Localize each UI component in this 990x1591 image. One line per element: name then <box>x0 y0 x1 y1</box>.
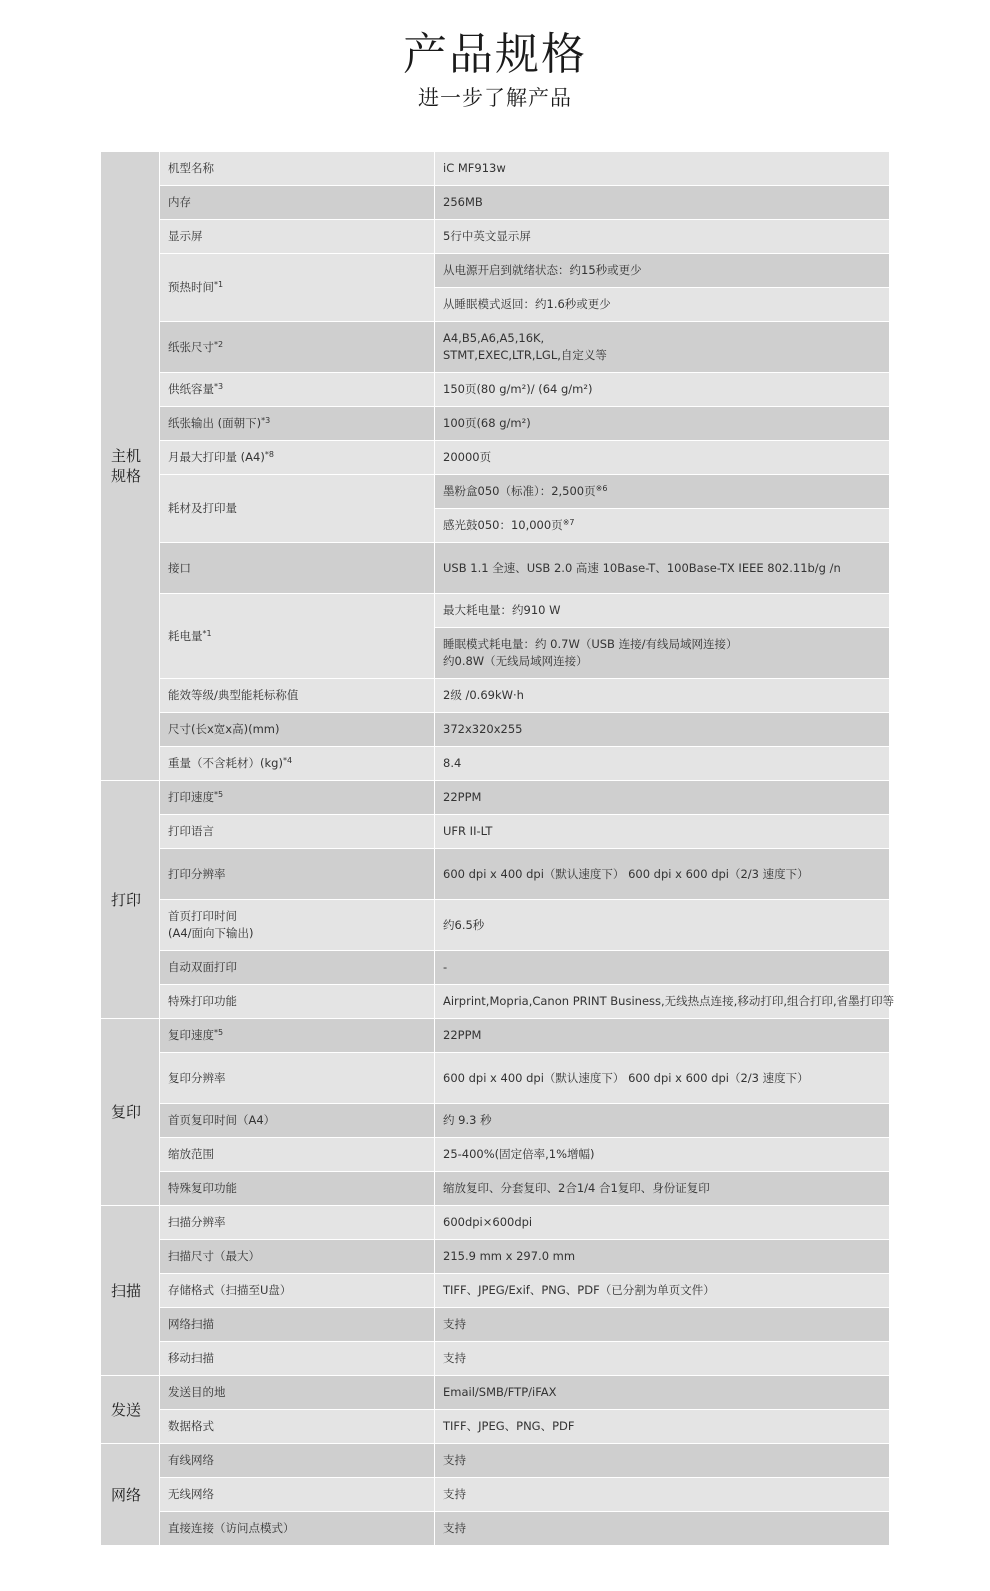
spec-label-text: 特殊复印功能 <box>168 1181 237 1195</box>
spec-label <box>160 713 435 747</box>
spec-value <box>435 1240 890 1274</box>
spec-value <box>435 288 890 322</box>
spec-value-text: 215.9 mm x 297.0 mm <box>443 1249 576 1263</box>
spec-value <box>435 373 890 407</box>
page-subtitle: 进一步了解产品 <box>418 86 572 110</box>
spec-row <box>101 1138 890 1172</box>
spec-row <box>101 1478 890 1512</box>
spec-value-text: 8.4 <box>443 756 462 770</box>
spec-label-text: 预热时间 <box>168 280 214 294</box>
spec-value-text: Email/SMB/FTP/iFAX <box>443 1385 557 1399</box>
spec-value <box>435 1512 890 1546</box>
spec-label <box>160 1512 435 1546</box>
spec-label <box>160 781 435 815</box>
section-4-title-text: 扫描 <box>111 1281 142 1300</box>
spec-value <box>435 1138 890 1172</box>
footnote-mark: *5 <box>214 790 224 799</box>
spec-value <box>435 1410 890 1444</box>
spec-value <box>435 509 890 543</box>
spec-value <box>435 1053 890 1104</box>
spec-value-text: 感光鼓050：10,000页 <box>443 518 563 532</box>
spec-label-text: 有线网络 <box>168 1453 214 1467</box>
spec-label <box>160 1274 435 1308</box>
footnote-mark: ※6 <box>595 484 608 493</box>
spec-label-text: 机型名称 <box>168 161 214 175</box>
spec-label-text: 尺寸(长x宽x高)(mm) <box>168 722 280 736</box>
spec-table <box>100 151 895 1546</box>
footnote-mark: *3 <box>261 416 271 425</box>
spec-value-text: TIFF、JPEG/Exif、PNG、PDF（已分割为单页文件） <box>443 1283 715 1297</box>
footnote-mark: *8 <box>264 450 274 459</box>
section-2-title-text: 打印 <box>111 890 142 909</box>
section-2-title <box>101 781 160 1019</box>
spec-row <box>101 1512 890 1546</box>
spec-label <box>160 1138 435 1172</box>
spec-value <box>435 849 890 900</box>
spec-label <box>160 679 435 713</box>
spec-label-text: 发送目的地 <box>168 1385 226 1399</box>
spec-label <box>160 220 435 254</box>
spec-row <box>101 1376 890 1410</box>
spec-value <box>435 781 890 815</box>
footnote-mark: *5 <box>214 1028 224 1037</box>
spec-label-text: 扫描尺寸（最大） <box>168 1249 260 1263</box>
spec-label-text: 接口 <box>168 560 191 575</box>
spec-value <box>435 900 890 951</box>
spec-row <box>101 679 890 713</box>
spec-value <box>435 441 890 475</box>
spec-label <box>160 1172 435 1206</box>
spec-label <box>160 1104 435 1138</box>
spec-value-text: 22PPM <box>443 1028 482 1042</box>
spec-value <box>435 1444 890 1478</box>
spec-value <box>435 475 890 509</box>
spec-value-text: 最大耗电量：约910 W <box>443 603 561 617</box>
spec-value-text: 约 9.3 秒 <box>443 1113 492 1127</box>
spec-label-text: 存储格式（扫描至U盘） <box>168 1283 292 1297</box>
spec-row <box>101 1206 890 1240</box>
spec-value-text: UFR II-LT <box>443 824 493 838</box>
spec-value <box>435 543 890 594</box>
spec-label <box>160 1410 435 1444</box>
footnote-mark: *1 <box>202 628 212 638</box>
spec-row <box>101 543 890 594</box>
spec-value-text: 支持 <box>443 1487 466 1501</box>
spec-row <box>101 441 890 475</box>
spec-label <box>160 815 435 849</box>
spec-label <box>160 322 435 373</box>
spec-label-text: 打印语言 <box>168 824 214 838</box>
spec-value <box>435 1478 890 1512</box>
spec-value-text: A4,B5,A6,A5,16K, STMT,EXEC,LTR,LGL,自定义等 <box>443 331 607 362</box>
spec-row <box>101 594 890 628</box>
footnote-mark: *4 <box>282 756 293 765</box>
spec-value-text: 支持 <box>443 1351 466 1365</box>
footnote-mark: *1 <box>214 280 224 289</box>
spec-label-text: 数据格式 <box>168 1419 214 1433</box>
spec-row <box>101 220 890 254</box>
spec-label <box>160 1240 435 1274</box>
spec-row <box>101 1444 890 1478</box>
spec-value <box>435 713 890 747</box>
spec-row <box>101 713 890 747</box>
spec-label <box>160 1206 435 1240</box>
spec-value-text: 20000页 <box>443 450 492 464</box>
spec-row <box>101 747 890 781</box>
spec-value-text: TIFF、JPEG、PNG、PDF <box>443 1419 575 1433</box>
spec-value-text: 墨粉盒050（标准）：2,500页 <box>443 484 596 498</box>
spec-row <box>101 1172 890 1206</box>
spec-row <box>101 475 890 509</box>
spec-value <box>435 1342 890 1376</box>
spec-label <box>160 1308 435 1342</box>
spec-label <box>160 373 435 407</box>
spec-value <box>435 1206 890 1240</box>
spec-label <box>160 254 435 322</box>
section-1-title-text: 主机规格 <box>111 447 142 485</box>
section-1-title <box>101 152 160 781</box>
spec-value <box>435 220 890 254</box>
spec-label-text: 直接连接（访问点模式） <box>168 1521 295 1535</box>
spec-value-text: 600 dpi x 400 dpi（默认速度下） 600 dpi x 600 dpi（2/3 速度下） <box>443 866 809 881</box>
spec-label <box>160 1342 435 1376</box>
spec-row <box>101 985 890 1019</box>
spec-value-text: 2级 /0.69kW·h <box>443 688 524 702</box>
spec-label <box>160 900 435 951</box>
spec-value-text: 从电源开启到就绪状态：约15秒或更少 <box>443 263 642 277</box>
spec-label <box>160 747 435 781</box>
spec-label <box>160 543 435 594</box>
spec-value <box>435 628 890 679</box>
spec-label-text: 网络扫描 <box>168 1317 214 1331</box>
footnote-mark: *3 <box>214 382 224 391</box>
spec-label-text: 自动双面打印 <box>168 960 237 974</box>
section-6-title <box>101 1444 160 1546</box>
spec-value-text: 约6.5秒 <box>443 917 485 932</box>
spec-value <box>435 254 890 288</box>
spec-label-text: 扫描分辨率 <box>168 1215 226 1229</box>
spec-value-text: 支持 <box>443 1453 466 1467</box>
spec-value <box>435 1308 890 1342</box>
spec-value <box>435 815 890 849</box>
spec-label <box>160 849 435 900</box>
spec-row <box>101 951 890 985</box>
spec-row <box>101 1308 890 1342</box>
spec-row <box>101 1104 890 1138</box>
spec-label-text: 打印分辨率 <box>168 866 226 881</box>
spec-label <box>160 186 435 220</box>
spec-row <box>101 1342 890 1376</box>
spec-value <box>435 594 890 628</box>
spec-label <box>160 407 435 441</box>
spec-label <box>160 1478 435 1512</box>
spec-value-text: 5行中英文显示屏 <box>443 229 531 243</box>
spec-row <box>101 1410 890 1444</box>
spec-value-text: 600dpi×600dpi <box>443 1215 533 1229</box>
spec-value-text: 150页(80 g/m²)/ (64 g/m²) <box>443 382 593 396</box>
spec-value-text: 从睡眠模式返回：约1.6秒或更少 <box>443 297 611 311</box>
spec-row <box>101 152 890 186</box>
spec-label <box>160 985 435 1019</box>
spec-label-text: 打印速度 <box>168 790 214 804</box>
section-3-title-text: 复印 <box>111 1103 142 1121</box>
spec-value <box>435 1172 890 1206</box>
spec-label-text: 纸张尺寸 <box>168 339 214 354</box>
spec-label-text: 移动扫描 <box>168 1351 214 1365</box>
spec-row <box>101 322 890 373</box>
footnote-mark: ※7 <box>562 518 575 527</box>
page-title: 产品规格 <box>403 29 587 80</box>
spec-label <box>160 1019 435 1053</box>
spec-label <box>160 594 435 679</box>
spec-value <box>435 1376 890 1410</box>
spec-value-text: 睡眠模式耗电量：约 0.7W（USB 连接/有线局域网连接） 约0.8W（无线局域网连接） <box>443 637 738 668</box>
spec-row <box>101 900 890 951</box>
spec-value-text: 支持 <box>443 1521 466 1535</box>
spec-label <box>160 441 435 475</box>
spec-value <box>435 152 890 186</box>
spec-label <box>160 475 435 543</box>
footnote-mark: *2 <box>214 339 224 349</box>
spec-value-text: 缩放复印、分套复印、2合1/4 合1复印、身份证复印 <box>443 1181 710 1195</box>
spec-value-text: - <box>443 960 448 974</box>
spec-value-text: USB 1.1 全速、USB 2.0 高速 10Base-T、100Base-TX IEEE 802.11b/g /n <box>443 560 841 575</box>
section-3-title <box>101 1019 160 1206</box>
section-5-title <box>101 1376 160 1444</box>
spec-value-text: 600 dpi x 400 dpi（默认速度下） 600 dpi x 600 dpi（2/3 速度下） <box>443 1070 809 1085</box>
spec-label <box>160 951 435 985</box>
spec-label-text: 缩放范围 <box>168 1147 214 1161</box>
section-5-title-text: 发送 <box>111 1400 142 1419</box>
spec-label-text: 复印速度 <box>168 1028 214 1042</box>
spec-value <box>435 1274 890 1308</box>
spec-value-text: 22PPM <box>443 790 482 804</box>
spec-value <box>435 951 890 985</box>
spec-value <box>435 322 890 373</box>
spec-label-text: 特殊打印功能 <box>168 994 237 1008</box>
spec-row <box>101 1274 890 1308</box>
spec-value <box>435 1104 890 1138</box>
spec-row <box>101 1053 890 1104</box>
spec-value-text: 256MB <box>443 195 483 209</box>
spec-label-text: 能效等级/典型能耗标称值 <box>168 688 299 702</box>
spec-value <box>435 407 890 441</box>
spec-value <box>435 186 890 220</box>
spec-value-text: 372x320x255 <box>443 722 523 736</box>
spec-row <box>101 373 890 407</box>
spec-value <box>435 679 890 713</box>
spec-value-text: Airprint,Mopria,Canon PRINT Business,无线热点连接,移动打印,组合打印,省墨打印等 <box>443 994 895 1008</box>
spec-value-text: 支持 <box>443 1317 466 1331</box>
spec-label-text: 月最大打印量 (A4) <box>168 450 265 464</box>
spec-value-text: 100页(68 g/m²) <box>443 416 531 430</box>
spec-label-text: 重量（不含耗材）(kg) <box>168 756 283 770</box>
spec-label <box>160 152 435 186</box>
spec-row <box>101 1019 890 1053</box>
spec-row <box>101 254 890 288</box>
section-6-title-text: 网络 <box>111 1485 142 1504</box>
spec-label-text: 内存 <box>168 195 191 209</box>
spec-row <box>101 849 890 900</box>
spec-label <box>160 1053 435 1104</box>
spec-label-text: 显示屏 <box>168 229 203 243</box>
spec-label-text: 无线网络 <box>168 1487 214 1501</box>
spec-value-text: 25-400%(固定倍率,1%增幅) <box>443 1147 595 1161</box>
spec-label-text: 耗电量 <box>168 628 203 643</box>
spec-value <box>435 747 890 781</box>
spec-label-text: 复印分辨率 <box>168 1070 226 1085</box>
spec-label <box>160 1376 435 1410</box>
spec-value <box>435 1019 890 1053</box>
spec-value-text: iC MF913w <box>443 161 506 175</box>
spec-label <box>160 1444 435 1478</box>
spec-label-text: 供纸容量 <box>168 382 214 396</box>
spec-label-text: 耗材及打印量 <box>168 501 237 515</box>
spec-value <box>435 985 895 1019</box>
spec-label-text: 首页打印时间 (A4/面向下输出) <box>168 909 254 940</box>
spec-row <box>101 781 890 815</box>
spec-label-text: 纸张输出 (面朝下) <box>168 416 262 430</box>
spec-row <box>101 186 890 220</box>
section-4-title <box>101 1206 160 1376</box>
spec-row <box>101 407 890 441</box>
spec-row <box>101 1240 890 1274</box>
spec-row <box>101 815 890 849</box>
spec-label-text: 首页复印时间（A4） <box>168 1113 276 1127</box>
